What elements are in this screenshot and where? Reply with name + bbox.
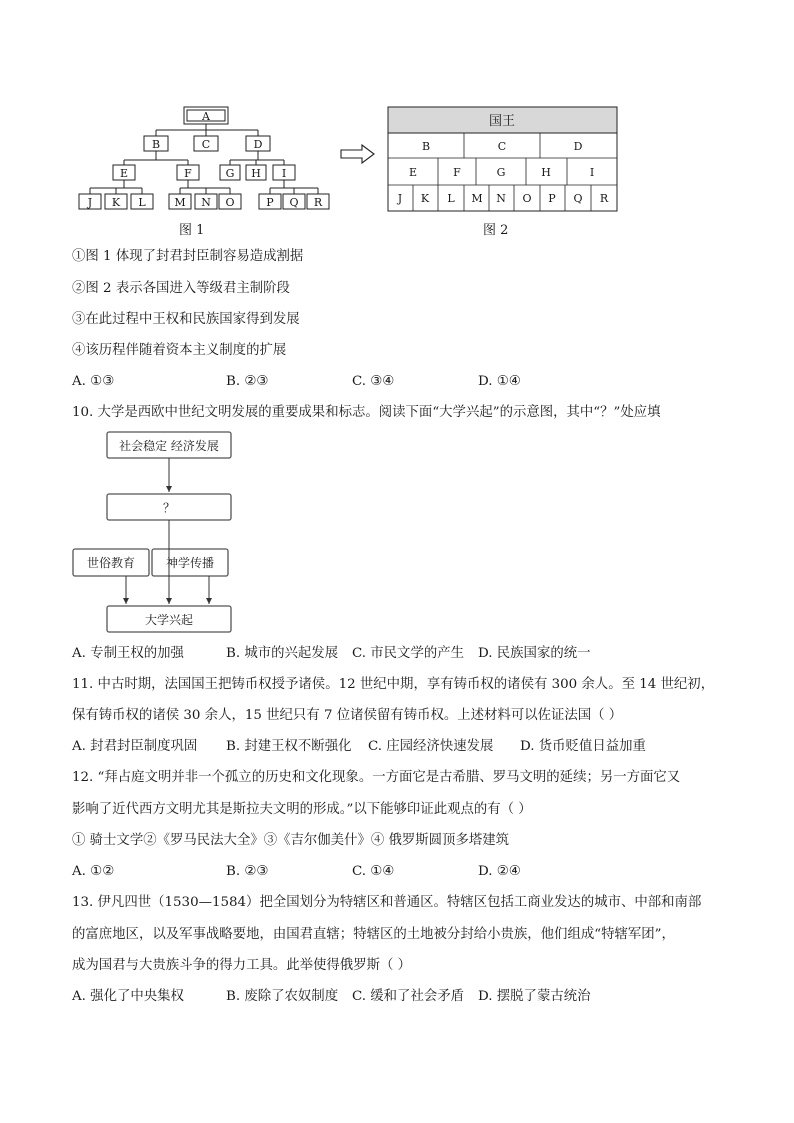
q12-option-c[interactable]: C. ①④	[352, 864, 395, 879]
q11-stem-line-2: 保有铸币权的诸侯 30 余人，15 世纪只有 7 位诸侯留有铸币权。上述材料可以佐证法国（ ）	[72, 708, 623, 723]
diagram-box-university-rise: 大学兴起	[144, 613, 194, 627]
cell-n: N	[496, 192, 506, 205]
node-n: N	[201, 196, 211, 209]
figure-2-caption: 图 2	[483, 223, 509, 238]
node-b: B	[151, 138, 161, 151]
q13-option-a[interactable]: A. 强化了中央集权	[72, 989, 184, 1004]
q11-option-a[interactable]: A. 封君封臣制度巩固	[72, 739, 198, 754]
q12-items: ① 骑士文学②《罗马民法大全》③《吉尔伽美什》④ 俄罗斯圆顶多塔建筑	[72, 833, 510, 848]
q10-option-a[interactable]: A. 专制王权的加强	[72, 646, 184, 661]
node-h: H	[251, 167, 261, 180]
q9-statement-3: ③在此过程中王权和民族国家得到发展	[72, 312, 300, 327]
cell-l: L	[447, 192, 455, 205]
q9-statement-4: ④该历程伴随着资本主义制度的扩展	[72, 343, 287, 358]
node-o: O	[225, 196, 235, 209]
cell-m: M	[471, 192, 483, 205]
q13-option-d[interactable]: D. 摆脱了蒙古统治	[478, 989, 591, 1004]
cell-g: G	[496, 166, 506, 179]
q13-stem-line-3: 成为国君与大贵族斗争的得力工具。此举使得俄罗斯（ ）	[72, 958, 412, 973]
q10-option-b[interactable]: B. 城市的兴起发展	[226, 646, 339, 661]
q13-stem-line-1: 13. 伊凡四世（1530—1584）把全国划分为特辖区和普通区。特辖区包括工商业发达的城市、中部和南部	[72, 895, 702, 910]
q13-option-c[interactable]: C. 缓和了社会矛盾	[352, 989, 465, 1004]
q11-option-c[interactable]: C. 庄园经济快速发展	[368, 739, 494, 754]
node-g: G	[225, 167, 235, 180]
q11-option-b[interactable]: B. 封建王权不断强化	[226, 739, 352, 754]
cell-e: E	[408, 166, 418, 179]
q10-option-c[interactable]: C. 市民文学的产生	[352, 646, 465, 661]
cell-k: K	[420, 192, 430, 205]
node-r: R	[313, 196, 323, 209]
q11-stem-line-1: 11. 中古时期，法国国王把铸币权授予诸侯。12 世纪中期，享有铸币权的诸侯有 300 余人。至 14 世纪初，	[72, 677, 715, 692]
q10-option-d[interactable]: D. 民族国家的统一	[478, 646, 591, 661]
q9-option-b[interactable]: B. ②③	[226, 374, 269, 389]
node-f: F	[184, 167, 192, 180]
cell-f: F	[453, 166, 461, 179]
q12-option-d[interactable]: D. ②④	[478, 864, 521, 879]
q12-stem-line-1: 12. “拜占庭文明并非一个孤立的历史和文化现象。一方面它是古希腊、罗马文明的延续；另一方面它又	[72, 770, 681, 785]
cell-r: R	[599, 192, 609, 205]
cell-h: H	[541, 166, 551, 179]
q12-option-b[interactable]: B. ②③	[226, 864, 269, 879]
node-q: Q	[289, 196, 299, 209]
q13-option-b[interactable]: B. 废除了农奴制度	[226, 989, 339, 1004]
cell-o: O	[522, 192, 532, 205]
university-rise-diagram	[70, 430, 240, 636]
diagram-box-stability-economy: 社会稳定 经济发展	[119, 439, 219, 453]
node-d: D	[253, 138, 263, 151]
cell-c: C	[497, 140, 507, 153]
q10-stem: 10. 大学是西欧中世纪文明发展的重要成果和标志。阅读下面“大学兴起”的示意图，其中“？”处应填	[72, 405, 661, 420]
diagram-box-question: ？	[162, 501, 176, 515]
cell-b: B	[421, 140, 431, 153]
figure-1-hierarchy	[70, 100, 340, 215]
diagram-box-secular-education: 世俗教育	[86, 556, 136, 570]
cell-q: Q	[573, 192, 583, 205]
node-l: L	[138, 196, 146, 209]
q13-stem-line-2: 的富庶地区，以及军事战略要地，由国君直辖；特辖区的土地被分封给小贵族，他们组成“特辖军团”，	[72, 927, 675, 942]
node-j: J	[87, 196, 93, 209]
cell-j: J	[397, 192, 403, 205]
q9-option-c[interactable]: C. ③④	[352, 374, 395, 389]
table-header-king: 国王	[488, 114, 516, 129]
q9-statement-2: ②图 2 表示各国进入等级君主制阶段	[72, 281, 290, 296]
node-p: P	[266, 196, 274, 209]
diagram-box-theology-spread: 神学传播	[165, 556, 215, 570]
node-i: I	[281, 167, 287, 180]
node-c: C	[201, 138, 211, 151]
cell-p: P	[548, 192, 556, 205]
cell-d: D	[573, 140, 583, 153]
q9-option-a[interactable]: A. ①③	[72, 374, 115, 389]
node-k: K	[111, 196, 121, 209]
figure-2-table	[387, 106, 619, 214]
q9-statement-1: ①图 1 体现了封君封臣制容易造成割据	[72, 249, 304, 264]
q11-option-d[interactable]: D. 货币贬值日益加重	[520, 739, 646, 754]
q12-stem-line-2: 影响了近代西方文明尤其是斯拉夫文明的形成。”以下能够印证此观点的有（ ）	[72, 802, 532, 817]
node-e: E	[119, 167, 129, 180]
q12-option-a[interactable]: A. ①②	[72, 864, 115, 879]
figure-1-caption: 图 1	[179, 223, 205, 238]
right-arrow-icon	[340, 143, 376, 165]
node-a: A	[202, 110, 210, 123]
q9-option-d[interactable]: D. ①④	[478, 374, 521, 389]
cell-i: I	[589, 166, 595, 179]
node-m: M	[174, 196, 186, 209]
